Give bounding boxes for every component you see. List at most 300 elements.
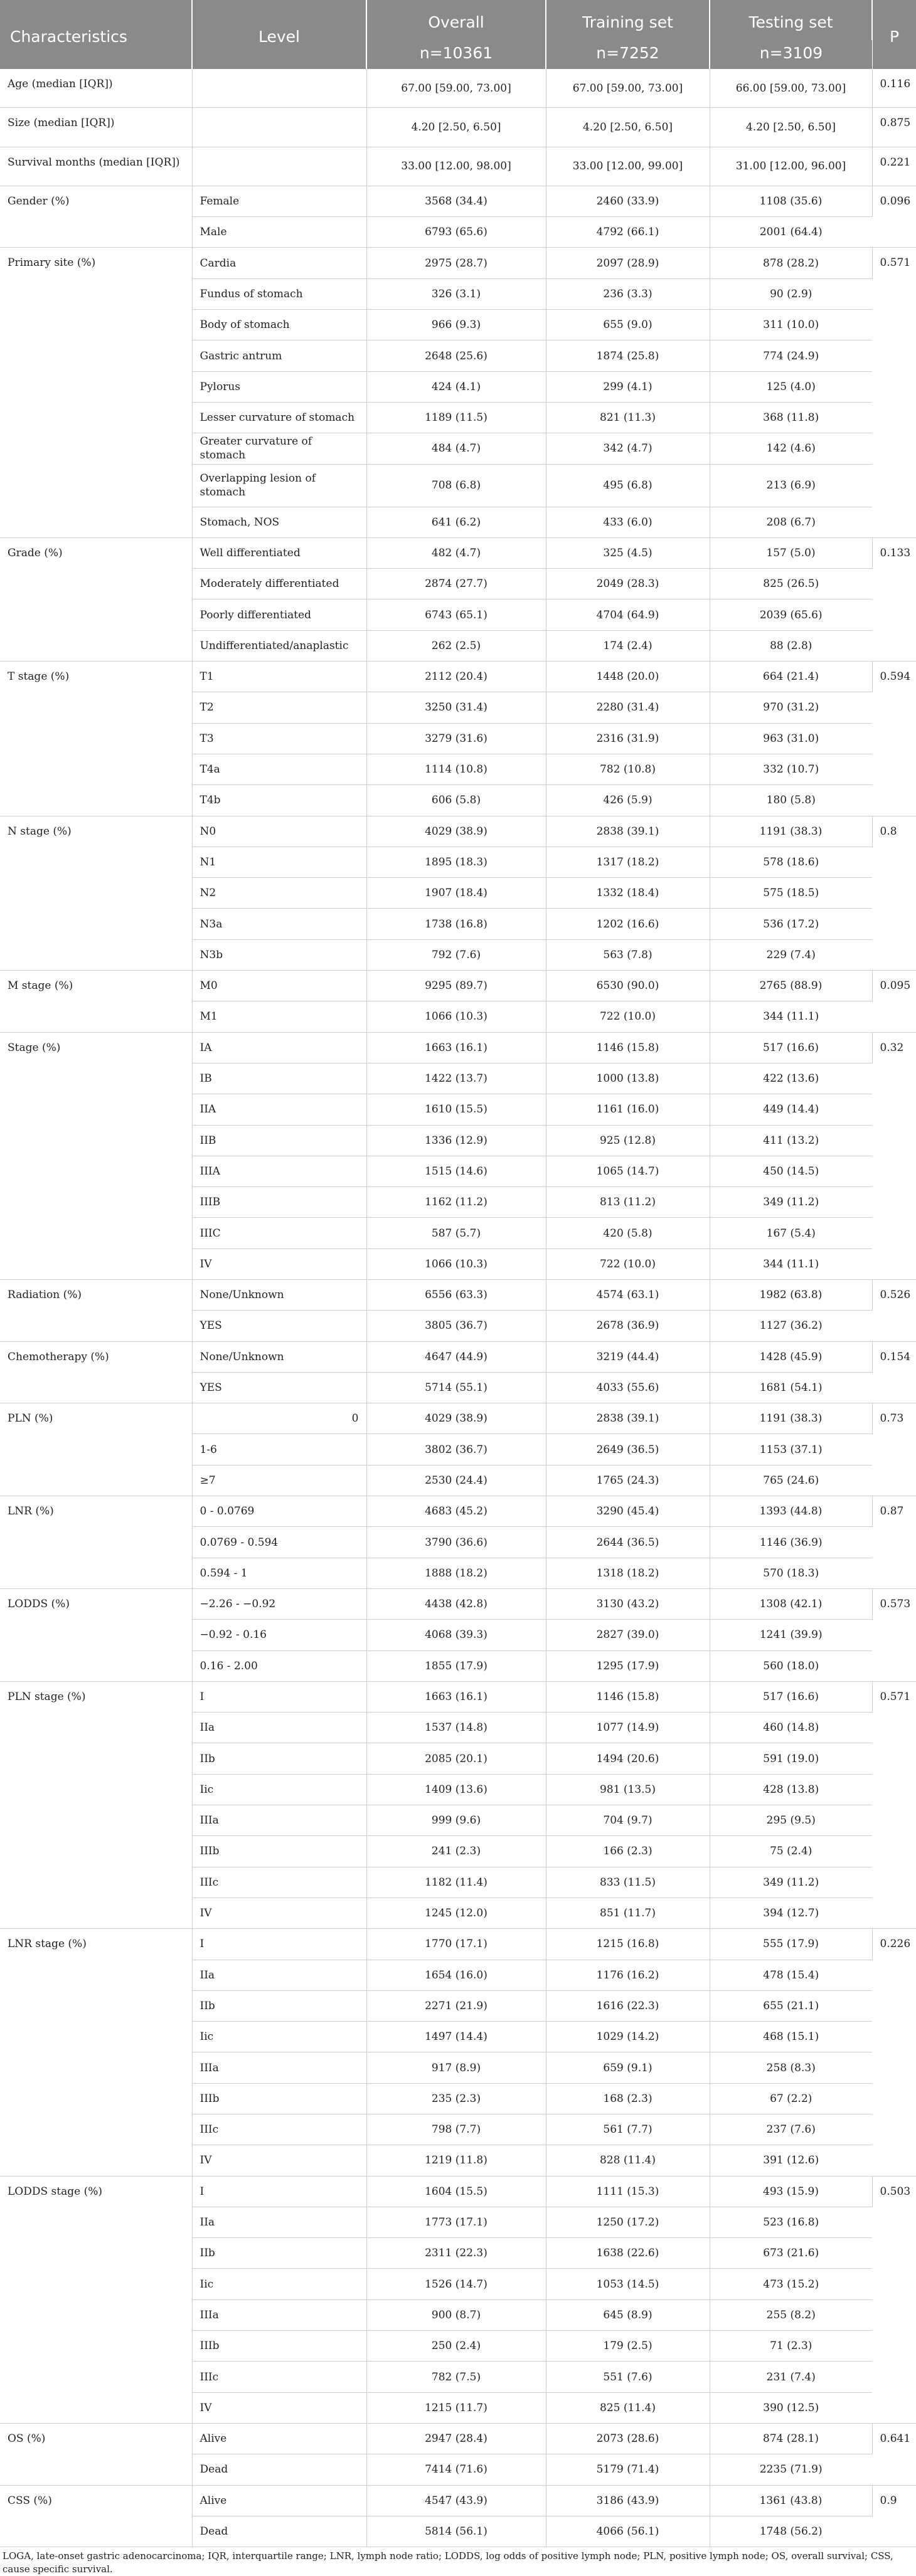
training-cell: 561 (7.7) <box>546 2114 710 2145</box>
testing-cell: 71 (2.3) <box>710 2331 872 2362</box>
testing-cell: 825 (26.5) <box>710 569 872 599</box>
overall-cell: 4029 (38.9) <box>366 1403 546 1434</box>
testing-cell: 237 (7.6) <box>710 2114 872 2145</box>
level-cell: IIIc <box>192 2362 366 2392</box>
overall-cell: 3805 (36.7) <box>366 1311 546 1341</box>
characteristic-cell: Primary site (%) <box>0 248 192 537</box>
level-cell: 0 <box>192 1403 366 1434</box>
table-row <box>0 1929 916 1960</box>
characteristic-cell: LODDS stage (%) <box>0 2176 192 2423</box>
overall-cell: 587 (5.7) <box>366 1218 546 1248</box>
level-cell <box>192 108 366 147</box>
testing-cell: 31.00 [12.00, 96.00] <box>710 147 872 186</box>
overall-cell: 4029 (38.9) <box>366 816 546 847</box>
overall-cell: 792 (7.6) <box>366 939 546 970</box>
level-cell: IIIa <box>192 2299 366 2330</box>
testing-cell: 774 (24.9) <box>710 340 872 371</box>
level-cell: IIA <box>192 1094 366 1125</box>
training-cell: 166 (2.3) <box>546 1836 710 1867</box>
level-cell: IV <box>192 2392 366 2423</box>
overall-cell: 3250 (31.4) <box>366 692 546 723</box>
training-cell: 1053 (14.5) <box>546 2269 710 2299</box>
overall-cell: 1497 (14.4) <box>366 2022 546 2052</box>
overall-cell: 235 (2.3) <box>366 2083 546 2114</box>
testing-cell: 664 (21.4) <box>710 662 872 692</box>
overall-cell: 1215 (11.7) <box>366 2392 546 2423</box>
overall-cell: 1189 (11.5) <box>366 402 546 433</box>
training-cell: 825 (11.4) <box>546 2392 710 2423</box>
level-cell: IIa <box>192 1960 366 1990</box>
table-header <box>0 0 916 69</box>
table-row <box>0 2423 916 2454</box>
level-cell: Pylorus <box>192 371 366 402</box>
testing-cell: 368 (11.8) <box>710 402 872 433</box>
level-cell: 1-6 <box>192 1434 366 1465</box>
overall-cell: 2311 (22.3) <box>366 2238 546 2269</box>
testing-cell: 878 (28.2) <box>710 248 872 278</box>
table-row <box>0 1496 916 1527</box>
level-cell: Greater curvature of stomach <box>192 433 366 464</box>
characteristic-cell: N stage (%) <box>0 816 192 970</box>
training-cell: 1616 (22.3) <box>546 1990 710 2021</box>
level-cell: YES <box>192 1372 366 1403</box>
level-cell: Cardia <box>192 248 366 278</box>
overall-cell: 900 (8.7) <box>366 2299 546 2330</box>
training-cell: 299 (4.1) <box>546 371 710 402</box>
training-cell: 1448 (20.0) <box>546 662 710 692</box>
p-value-cell: 0.096 <box>872 186 916 248</box>
overall-cell: 1537 (14.8) <box>366 1713 546 1743</box>
table-row <box>0 1341 916 1372</box>
overall-cell: 1114 (10.8) <box>366 754 546 784</box>
p-value-cell: 0.9 <box>872 2485 916 2547</box>
testing-cell: 332 (10.7) <box>710 754 872 784</box>
training-cell: 851 (11.7) <box>546 1898 710 1928</box>
testing-cell: 2039 (65.6) <box>710 599 872 630</box>
overall-cell: 2271 (21.9) <box>366 1990 546 2021</box>
overall-cell: 7414 (71.6) <box>366 2454 546 2485</box>
training-cell: 1874 (25.8) <box>546 340 710 371</box>
characteristic-cell: LODDS (%) <box>0 1588 192 1681</box>
training-cell: 4033 (55.6) <box>546 1372 710 1403</box>
testing-cell: 349 (11.2) <box>710 1867 872 1898</box>
characteristic-cell: CSS (%) <box>0 2485 192 2547</box>
level-cell: IIIA <box>192 1156 366 1186</box>
training-cell: 2838 (39.1) <box>546 816 710 847</box>
overall-cell: 3790 (36.6) <box>366 1527 546 1558</box>
overall-cell: 250 (2.4) <box>366 2331 546 2362</box>
testing-cell: 2765 (88.9) <box>710 971 872 1001</box>
characteristic-cell: Radiation (%) <box>0 1279 192 1341</box>
testing-cell: 2001 (64.4) <box>710 217 872 248</box>
overall-cell: 708 (6.8) <box>366 464 546 507</box>
training-cell: 174 (2.4) <box>546 630 710 661</box>
level-cell: 0.16 - 2.00 <box>192 1650 366 1681</box>
overall-cell: 67.00 [59.00, 73.00] <box>366 69 546 108</box>
testing-cell: 1361 (43.8) <box>710 2485 872 2516</box>
testing-cell: 180 (5.8) <box>710 785 872 816</box>
training-cell: 1317 (18.2) <box>546 847 710 877</box>
level-cell: Fundus of stomach <box>192 278 366 309</box>
level-cell: IIa <box>192 1713 366 1743</box>
header-level: Level <box>192 0 366 69</box>
level-cell: Gastric antrum <box>192 340 366 371</box>
table-row <box>0 537 916 568</box>
characteristic-cell: T stage (%) <box>0 662 192 816</box>
training-cell: 1638 (22.6) <box>546 2238 710 2269</box>
training-cell: 2838 (39.1) <box>546 1403 710 1434</box>
level-cell: I <box>192 1929 366 1960</box>
characteristic-cell: LNR (%) <box>0 1496 192 1589</box>
characteristic-cell: Stage (%) <box>0 1032 192 1279</box>
level-cell: N3b <box>192 939 366 970</box>
overall-cell: 484 (4.7) <box>366 433 546 464</box>
training-cell: 3130 (43.2) <box>546 1588 710 1619</box>
training-cell: 5179 (71.4) <box>546 2454 710 2485</box>
training-cell: 981 (13.5) <box>546 1774 710 1805</box>
table-row <box>0 1403 916 1434</box>
testing-cell: 229 (7.4) <box>710 939 872 970</box>
testing-cell: 517 (16.6) <box>710 1032 872 1063</box>
level-cell: Lesser curvature of stomach <box>192 402 366 433</box>
table-body <box>0 69 916 2547</box>
level-cell: IIIa <box>192 1805 366 1836</box>
testing-cell: 344 (11.1) <box>710 1001 872 1032</box>
training-cell: 813 (11.2) <box>546 1187 710 1218</box>
training-cell: 4066 (56.1) <box>546 2516 710 2547</box>
training-cell: 1202 (16.6) <box>546 909 710 939</box>
training-cell: 4.20 [2.50, 6.50] <box>546 108 710 147</box>
training-cell: 821 (11.3) <box>546 402 710 433</box>
testing-cell: 1393 (44.8) <box>710 1496 872 1527</box>
training-cell: 2460 (33.9) <box>546 186 710 216</box>
p-value-cell: 0.221 <box>872 147 916 186</box>
testing-cell: 311 (10.0) <box>710 310 872 340</box>
characteristic-cell: Age (median [IQR]) <box>0 69 192 108</box>
characteristic-cell: LNR stage (%) <box>0 1929 192 2176</box>
testing-cell: 349 (11.2) <box>710 1187 872 1218</box>
testing-cell: 523 (16.8) <box>710 2207 872 2237</box>
level-cell: IIa <box>192 2207 366 2237</box>
level-cell: Stomach, NOS <box>192 507 366 537</box>
training-cell: 563 (7.8) <box>546 939 710 970</box>
testing-cell: 213 (6.9) <box>710 464 872 507</box>
testing-cell: 67 (2.2) <box>710 2083 872 2114</box>
training-cell: 722 (10.0) <box>546 1248 710 1279</box>
p-value-cell: 0.87 <box>872 1496 916 1589</box>
training-cell: 426 (5.9) <box>546 785 710 816</box>
training-cell: 1215 (16.8) <box>546 1929 710 1960</box>
training-cell: 3219 (44.4) <box>546 1341 710 1372</box>
level-cell: Alive <box>192 2423 366 2454</box>
p-value-cell: 0.116 <box>872 69 916 108</box>
training-cell: 1077 (14.9) <box>546 1713 710 1743</box>
testing-cell: 394 (12.7) <box>710 1898 872 1928</box>
characteristic-cell: Chemotherapy (%) <box>0 1341 192 1403</box>
level-cell: IIIb <box>192 2083 366 2114</box>
level-cell: IV <box>192 1248 366 1279</box>
level-cell: N2 <box>192 878 366 909</box>
level-cell: Alive <box>192 2485 366 2516</box>
testing-cell: 560 (18.0) <box>710 1650 872 1681</box>
testing-cell: 66.00 [59.00, 73.00] <box>710 69 872 108</box>
level-cell: Well differentiated <box>192 537 366 568</box>
training-cell: 3186 (43.9) <box>546 2485 710 2516</box>
header-characteristics: Characteristics <box>0 0 192 69</box>
characteristic-cell: Grade (%) <box>0 537 192 661</box>
overall-cell: 424 (4.1) <box>366 371 546 402</box>
training-cell: 4574 (63.1) <box>546 1279 710 1310</box>
level-cell: IIb <box>192 1743 366 1774</box>
level-cell: Dead <box>192 2454 366 2485</box>
testing-cell: 90 (2.9) <box>710 278 872 309</box>
overall-cell: 782 (7.5) <box>366 2362 546 2392</box>
overall-cell: 1162 (11.2) <box>366 1187 546 1218</box>
table-row <box>0 147 916 186</box>
overall-cell: 2112 (20.4) <box>366 662 546 692</box>
testing-cell: 517 (16.6) <box>710 1681 872 1712</box>
level-cell: Iic <box>192 2022 366 2052</box>
table-row <box>0 1032 916 1063</box>
testing-cell: 1191 (38.3) <box>710 816 872 847</box>
testing-cell: 963 (31.0) <box>710 723 872 754</box>
p-value-cell: 0.8 <box>872 816 916 970</box>
training-cell: 782 (10.8) <box>546 754 710 784</box>
training-cell: 1250 (17.2) <box>546 2207 710 2237</box>
p-value-cell: 0.73 <box>872 1403 916 1496</box>
characteristic-cell: PLN stage (%) <box>0 1681 192 1928</box>
training-cell: 704 (9.7) <box>546 1805 710 1836</box>
overall-cell: 1663 (16.1) <box>366 1681 546 1712</box>
level-cell: M1 <box>192 1001 366 1032</box>
testing-cell: 1308 (42.1) <box>710 1588 872 1619</box>
training-cell: 655 (9.0) <box>546 310 710 340</box>
testing-cell: 88 (2.8) <box>710 630 872 661</box>
overall-cell: 917 (8.9) <box>366 2052 546 2083</box>
overall-cell: 3568 (34.4) <box>366 186 546 216</box>
testing-cell: 1982 (63.8) <box>710 1279 872 1310</box>
testing-cell: 478 (15.4) <box>710 1960 872 1990</box>
level-cell: T4b <box>192 785 366 816</box>
overall-cell: 1654 (16.0) <box>366 1960 546 1990</box>
p-value-cell: 0.571 <box>872 1681 916 1928</box>
level-cell: Moderately differentiated <box>192 569 366 599</box>
training-cell: 433 (6.0) <box>546 507 710 537</box>
testing-cell: 75 (2.4) <box>710 1836 872 1867</box>
overall-cell: 641 (6.2) <box>366 507 546 537</box>
level-cell: −2.26 - −0.92 <box>192 1588 366 1619</box>
level-cell: T3 <box>192 723 366 754</box>
training-cell: 2316 (31.9) <box>546 723 710 754</box>
p-value-cell: 0.526 <box>872 1279 916 1341</box>
overall-cell: 1422 (13.7) <box>366 1063 546 1094</box>
table-row <box>0 1588 916 1619</box>
testing-cell: 428 (13.8) <box>710 1774 872 1805</box>
header-n-training: n=7252 <box>546 40 710 69</box>
training-cell: 1146 (15.8) <box>546 1032 710 1063</box>
overall-cell: 3279 (31.6) <box>366 723 546 754</box>
testing-cell: 1748 (56.2) <box>710 2516 872 2547</box>
overall-cell: 1738 (16.8) <box>366 909 546 939</box>
testing-cell: 295 (9.5) <box>710 1805 872 1836</box>
overall-cell: 4683 (45.2) <box>366 1496 546 1527</box>
training-cell: 1000 (13.8) <box>546 1063 710 1094</box>
overall-cell: 6793 (65.6) <box>366 217 546 248</box>
overall-cell: 4068 (39.3) <box>366 1620 546 1650</box>
level-cell: YES <box>192 1311 366 1341</box>
testing-cell: 1191 (38.3) <box>710 1403 872 1434</box>
testing-cell: 450 (14.5) <box>710 1156 872 1186</box>
training-cell: 2678 (36.9) <box>546 1311 710 1341</box>
training-cell: 1295 (17.9) <box>546 1650 710 1681</box>
level-cell: None/Unknown <box>192 1279 366 1310</box>
training-cell: 495 (6.8) <box>546 464 710 507</box>
header-overall: Overall <box>366 0 546 40</box>
testing-cell: 258 (8.3) <box>710 2052 872 2083</box>
training-cell: 2280 (31.4) <box>546 692 710 723</box>
training-cell: 925 (12.8) <box>546 1125 710 1156</box>
level-cell: Undifferentiated/anaplastic <box>192 630 366 661</box>
overall-cell: 1663 (16.1) <box>366 1032 546 1063</box>
level-cell: IB <box>192 1063 366 1094</box>
level-cell <box>192 147 366 186</box>
level-cell: Dead <box>192 2516 366 2547</box>
testing-cell: 555 (17.9) <box>710 1929 872 1960</box>
level-cell: 0.594 - 1 <box>192 1558 366 1588</box>
level-cell: T1 <box>192 662 366 692</box>
level-cell: IIIb <box>192 1836 366 1867</box>
level-cell: Poorly differentiated <box>192 599 366 630</box>
training-cell: 1494 (20.6) <box>546 1743 710 1774</box>
overall-cell: 798 (7.7) <box>366 2114 546 2145</box>
overall-cell: 1245 (12.0) <box>366 1898 546 1928</box>
level-cell: T2 <box>192 692 366 723</box>
table-row <box>0 2176 916 2207</box>
table-row <box>0 662 916 692</box>
overall-cell: 1855 (17.9) <box>366 1650 546 1681</box>
overall-cell: 1773 (17.1) <box>366 2207 546 2237</box>
overall-cell: 262 (2.5) <box>366 630 546 661</box>
overall-cell: 1907 (18.4) <box>366 878 546 909</box>
training-cell: 342 (4.7) <box>546 433 710 464</box>
overall-cell: 4438 (42.8) <box>366 1588 546 1619</box>
testing-cell: 391 (12.6) <box>710 2145 872 2176</box>
training-cell: 551 (7.6) <box>546 2362 710 2392</box>
level-cell: IV <box>192 1898 366 1928</box>
level-cell: IIIB <box>192 1187 366 1218</box>
level-cell: IIb <box>192 1990 366 2021</box>
characteristic-cell: PLN (%) <box>0 1403 192 1496</box>
overall-cell: 1336 (12.9) <box>366 1125 546 1156</box>
testing-cell: 2235 (71.9) <box>710 2454 872 2485</box>
overall-cell: 2648 (25.6) <box>366 340 546 371</box>
characteristic-cell: Survival months (median [IQR]) <box>0 147 192 186</box>
table-row <box>0 108 916 147</box>
training-cell: 1318 (18.2) <box>546 1558 710 1588</box>
overall-cell: 5814 (56.1) <box>366 2516 546 2547</box>
overall-cell: 4647 (44.9) <box>366 1341 546 1372</box>
table-row <box>0 248 916 278</box>
overall-cell: 1895 (18.3) <box>366 847 546 877</box>
overall-cell: 33.00 [12.00, 98.00] <box>366 147 546 186</box>
overall-cell: 6556 (63.3) <box>366 1279 546 1310</box>
training-cell: 1029 (14.2) <box>546 2022 710 2052</box>
training-cell: 67.00 [59.00, 73.00] <box>546 69 710 108</box>
training-cell: 6530 (90.0) <box>546 971 710 1001</box>
overall-cell: 1219 (11.8) <box>366 2145 546 2176</box>
header-n-testing: n=3109 <box>710 40 872 69</box>
header-p: P <box>872 0 916 69</box>
testing-cell: 578 (18.6) <box>710 847 872 877</box>
testing-cell: 1241 (39.9) <box>710 1620 872 1650</box>
training-cell: 1161 (16.0) <box>546 1094 710 1125</box>
testing-cell: 422 (13.6) <box>710 1063 872 1094</box>
overall-cell: 2947 (28.4) <box>366 2423 546 2454</box>
table-row <box>0 1681 916 1712</box>
testing-cell: 655 (21.1) <box>710 1990 872 2021</box>
testing-cell: 1146 (36.9) <box>710 1527 872 1558</box>
level-cell: IIIc <box>192 1867 366 1898</box>
level-cell: IIIc <box>192 2114 366 2145</box>
testing-cell: 591 (19.0) <box>710 1743 872 1774</box>
training-cell: 1065 (14.7) <box>546 1156 710 1186</box>
level-cell: N1 <box>192 847 366 877</box>
level-cell: I <box>192 2176 366 2207</box>
overall-cell: 1066 (10.3) <box>366 1001 546 1032</box>
table-row <box>0 186 916 216</box>
overall-cell: 2085 (20.1) <box>366 1743 546 1774</box>
training-cell: 833 (11.5) <box>546 1867 710 1898</box>
training-cell: 722 (10.0) <box>546 1001 710 1032</box>
testing-cell: 1428 (45.9) <box>710 1341 872 1372</box>
overall-cell: 2874 (27.7) <box>366 569 546 599</box>
testing-cell: 125 (4.0) <box>710 371 872 402</box>
p-value-cell: 0.875 <box>872 108 916 147</box>
testing-cell: 473 (15.2) <box>710 2269 872 2299</box>
header-n-overall: n=10361 <box>366 40 546 69</box>
p-value-cell: 0.133 <box>872 537 916 661</box>
training-cell: 2049 (28.3) <box>546 569 710 599</box>
training-cell: 2649 (36.5) <box>546 1434 710 1465</box>
characteristic-cell: Gender (%) <box>0 186 192 248</box>
level-cell: 0.0769 - 0.594 <box>192 1527 366 1558</box>
characteristic-cell: OS (%) <box>0 2423 192 2485</box>
overall-cell: 9295 (89.7) <box>366 971 546 1001</box>
training-cell: 2073 (28.6) <box>546 2423 710 2454</box>
level-cell <box>192 69 366 108</box>
level-cell: I <box>192 1681 366 1712</box>
overall-cell: 482 (4.7) <box>366 537 546 568</box>
testing-cell: 142 (4.6) <box>710 433 872 464</box>
training-cell: 1765 (24.3) <box>546 1465 710 1496</box>
level-cell: Iic <box>192 1774 366 1805</box>
testing-cell: 493 (15.9) <box>710 2176 872 2207</box>
level-cell: IIIC <box>192 1218 366 1248</box>
level-cell: Overlapping lesion of stomach <box>192 464 366 507</box>
level-cell: IIIb <box>192 2331 366 2362</box>
p-value-cell: 0.154 <box>872 1341 916 1403</box>
overall-cell: 1888 (18.2) <box>366 1558 546 1588</box>
table-row <box>0 1279 916 1310</box>
overall-cell: 1604 (15.5) <box>366 2176 546 2207</box>
level-cell: N3a <box>192 909 366 939</box>
training-cell: 420 (5.8) <box>546 1218 710 1248</box>
training-cell: 2097 (28.9) <box>546 248 710 278</box>
testing-cell: 575 (18.5) <box>710 878 872 909</box>
overall-cell: 999 (9.6) <box>366 1805 546 1836</box>
level-cell: M0 <box>192 971 366 1001</box>
training-cell: 828 (11.4) <box>546 2145 710 2176</box>
